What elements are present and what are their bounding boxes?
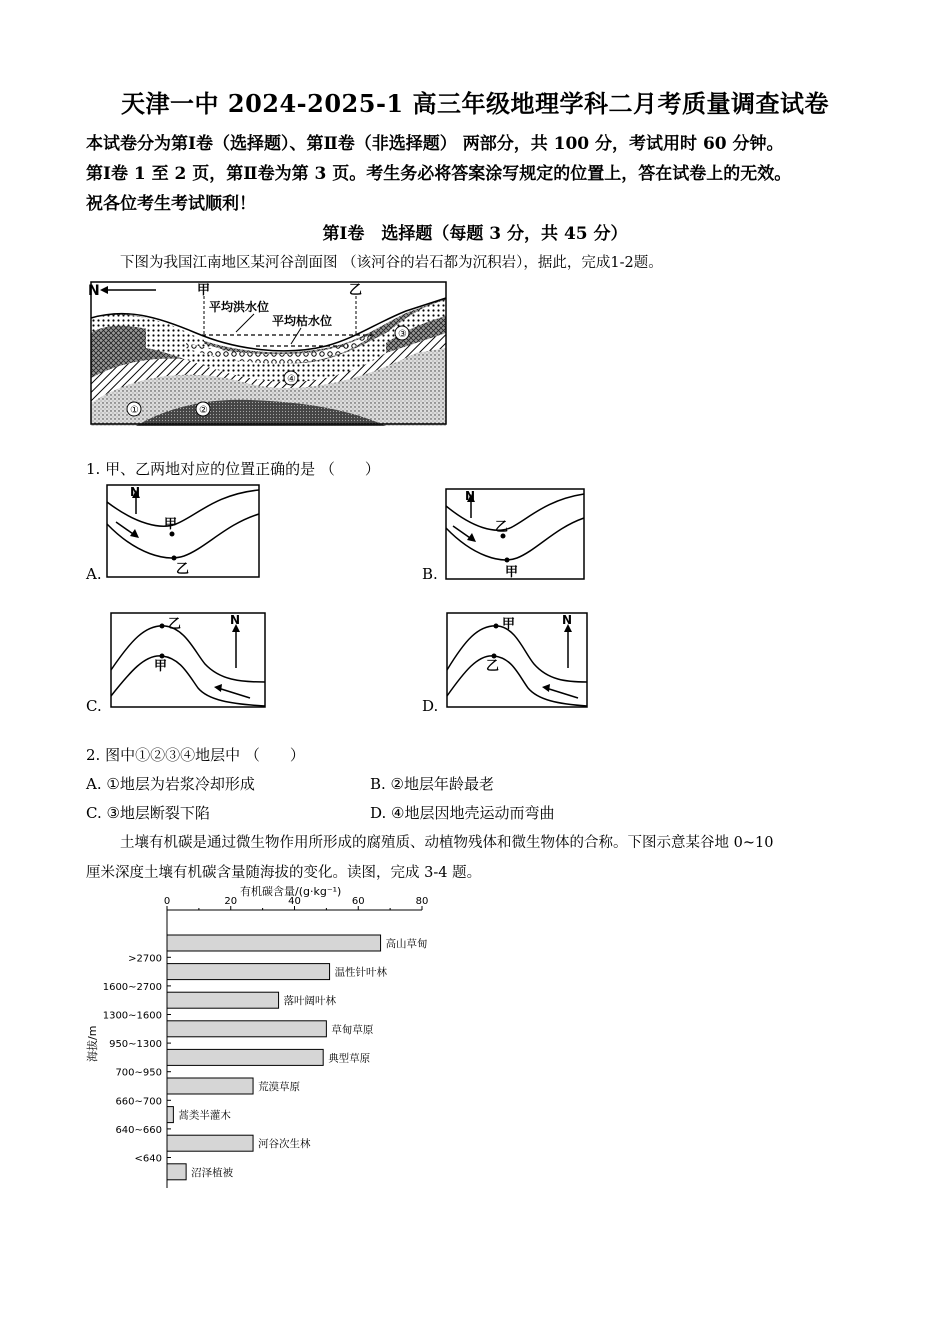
north-label: N [88,283,100,299]
passage-2-line-2: 厘米深度土壤有机碳含量随海拔的变化。读图，完成 3-4 题。 [86,865,482,881]
option-a-label: A. [86,565,102,583]
layer-4-label: ④ [287,374,296,385]
intro-line-3: 祝各位考生考试顺利！ [86,194,256,214]
question-1-stem: 1. 甲、乙两地对应的位置正确的是 （ ） [86,460,380,478]
chart-x-ticks [164,896,429,910]
question-2-option-a[interactable]: A. ①地层为岩浆冷却形成 [86,775,255,793]
option-c-map[interactable] [110,612,266,708]
chart-y-axis-title: 海拔/m [86,1025,99,1062]
chart-bar [167,1164,186,1180]
option-a-map[interactable] [106,484,260,578]
chart-altitude-label: >2700 [128,953,162,965]
chart-altitude-label: 950~1300 [109,1039,162,1051]
passage-2-line-1: 土壤有机碳是通过微生物作用所形成的腐殖质、动植物残体和微生物体的合称。下图示意某谷地 0~10 [120,835,774,851]
chart-bar [167,992,279,1008]
chart-altitude-label: 640~660 [115,1124,162,1136]
chart-bar [167,1021,326,1037]
intro-line-2: 第Ⅰ卷 1 至 2 页，第Ⅱ卷为第 3 页。考生务必将答案涂写规定的位置上，答在试卷上的无效。 [86,164,792,184]
chart-bar [167,1135,253,1151]
chart-bar [167,935,381,951]
valley-cross-section-diagram [86,278,452,426]
option-a-top-label: 甲 [164,517,178,532]
north-label: N [130,485,141,499]
north-label: N [465,489,476,503]
intro-line-1: 本试卷分为第Ⅰ卷（选择题）、第Ⅱ卷（非选择题） 两部分，共 100 分，考试用时 60 分钟。 [86,134,784,154]
option-d-label: D. [422,697,439,715]
page-title: 天津一中 2024-2025-1 高三年级地理学科二月考质量调查试卷 [121,89,829,118]
chart-bar [167,1078,253,1094]
option-d-top-label: 甲 [502,617,516,632]
chart-x-tick-label: 80 [415,896,429,907]
north-label: N [230,613,241,627]
chart-bar-label: 草甸草原 [331,1023,374,1036]
option-a-bottom-label: 乙 [176,562,190,577]
option-c-label: C. [86,697,102,715]
layer-1-label: ① [130,405,139,416]
north-label: N [562,613,573,627]
chart-x-tick-label: 0 [163,896,171,907]
organic-carbon-bar-chart [80,880,460,1200]
jia-label: 甲 [197,283,211,298]
chart-altitude-labels [103,953,171,1164]
question-2-option-b[interactable]: B. ②地层年龄最老 [370,775,495,793]
option-c-top-label: 乙 [168,617,182,632]
option-b-label: B. [422,565,438,583]
chart-bar [167,1107,173,1123]
option-d-bottom-label: 乙 [486,659,500,674]
chart-x-axis-title: 有机碳含量/(g·kg⁻¹) [240,885,342,898]
layer-3-label: ③ [398,329,407,340]
chart-bar-label: 荒漠草原 [258,1081,301,1093]
chart-x-tick-label: 60 [351,896,365,907]
chart-altitude-label: 660~700 [115,1096,162,1108]
chart-bar-label: 落叶阔叶林 [283,995,337,1008]
section-title: 第Ⅰ卷 选择题（每题 3 分，共 45 分） [322,224,628,244]
dry-level-label: 平均枯水位 [272,314,333,328]
layer-2-label: ② [199,405,208,416]
chart-bar [167,964,330,980]
option-d-map[interactable] [446,612,588,708]
chart-bar [167,1049,323,1065]
option-b-top-label: 乙 [495,520,509,535]
question-2-option-c[interactable]: C. ③地层断裂下陷 [86,804,210,822]
option-c-bottom-label: 甲 [154,659,168,674]
question-2-stem: 2. 图中①②③④地层中 （ ） [86,746,305,764]
chart-bar-label: 沼泽植被 [191,1166,234,1179]
question-2-option-d[interactable]: D. ④地层因地壳运动而弯曲 [370,804,555,822]
chart-altitude-label: <640 [134,1153,162,1165]
option-b-map[interactable] [445,488,585,580]
chart-altitude-label: 700~950 [115,1067,162,1079]
yi-label: 乙 [349,283,363,298]
chart-altitude-label: 1300~1600 [102,1010,162,1022]
option-b-bottom-label: 甲 [505,565,519,580]
chart-bar-label: 温性针叶林 [334,966,388,979]
flood-level-label: 平均洪水位 [209,300,270,314]
chart-bar-label: 典型草原 [328,1052,371,1065]
chart-altitude-label: 1600~2700 [102,981,162,993]
chart-x-tick-label: 40 [288,896,301,907]
chart-bar-label: 河谷次生林 [258,1138,311,1151]
chart-bar-label: 蒿类半灌木 [178,1109,231,1122]
chart-x-tick-label: 20 [224,896,238,907]
chart-bar-label: 高山草甸 [385,938,428,950]
passage-1: 下图为我国江南地区某河谷剖面图 （该河谷的岩石都为沉积岩），据此，完成1-2题。 [120,255,663,271]
